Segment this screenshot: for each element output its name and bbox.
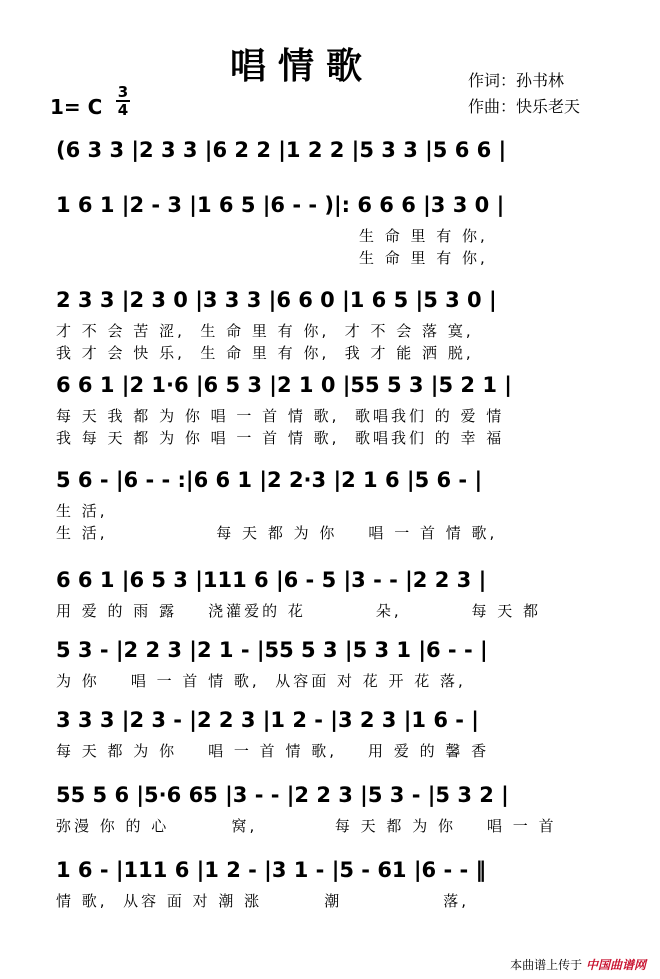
notation-line: (6 3 3 |2 3 3 |6 2 2 |1 2 2 |5 3 3 |5 6 6 |: [56, 138, 507, 162]
notation-line: 1 6 - |111 6 |1 2 - |3 1 - |5 - 61 |6 - - ‖: [56, 858, 486, 882]
lyric-line: 生 活, 每 天 都 为 你 唱 一 首 情 歌,: [56, 524, 498, 542]
lyric-line: 情 歌, 从容 面 对 潮 涨 潮 落,: [56, 892, 470, 910]
notation-line: 6 6 1 |2 1·6 |6 5 3 |2 1 0 |55 5 3 |5 2 1 |: [56, 373, 512, 397]
notation-line: 1 6 1 |2 - 3 |1 6 5 |6 - - )|: 6 6 6 |3 3 0 |: [56, 193, 505, 217]
site-logo: 中国曲谱网: [585, 958, 646, 972]
key-signature: 1= C: [50, 95, 103, 119]
lyricist: 作词：孙书林: [468, 71, 565, 90]
page-title: 唱情歌: [230, 46, 375, 87]
time-signature-top: 3: [117, 83, 129, 101]
notation-line: 5 6 - |6 - - :|6 6 1 |2 2·3 |2 1 6 |5 6 - |: [56, 468, 483, 492]
lyric-line: 生 活,: [56, 502, 108, 520]
lyric-line: 为 你 唱 一 首 情 歌, 从容面 对 花 开 花 落,: [56, 672, 466, 690]
notation-line: 5 3 - |2 2 3 |2 1 - |55 5 3 |5 3 1 |6 - - |: [56, 638, 488, 662]
lyric-line: 生 命 里 有 你,: [56, 227, 488, 245]
notation-line: 3 3 3 |2 3 - |2 2 3 |1 2 - |3 2 3 |1 6 - |: [56, 708, 479, 732]
lyric-line: 生 命 里 有 你,: [56, 249, 488, 267]
time-signature: [116, 84, 130, 118]
lyric-line: 我 每 天 都 为 你 唱 一 首 情 歌, 歌唱我们 的 幸 福: [56, 429, 505, 447]
lyric-line: 每 天 我 都 为 你 唱 一 首 情 歌, 歌唱我们 的 爱 情: [56, 407, 505, 425]
lyric-line: 每 天 都 为 你 唱 一 首 情 歌, 用 爱 的 馨 香: [56, 742, 490, 760]
footer-text: 本曲谱上传于: [510, 958, 583, 972]
lyric-line: 用 爱 的 雨 露 浇灌爱的 花 朵, 每 天 都: [56, 602, 542, 620]
composer: 作曲：快乐老天: [468, 97, 581, 116]
notation-line: 2 3 3 |2 3 0 |3 3 3 |6 6 0 |1 6 5 |5 3 0 |: [56, 288, 497, 312]
lyric-line: 弥漫 你 的 心 窝, 每 天 都 为 你 唱 一 首: [56, 817, 557, 835]
notation-line: 55 5 6 |5·6 65 |3 - - |2 2 3 |5 3 - |5 3 2 |: [56, 783, 509, 807]
notation-line: 6 6 1 |6 5 3 |111 6 |6 - 5 |3 - - |2 2 3 |: [56, 568, 487, 592]
time-signature-bottom: 4: [117, 101, 129, 119]
footer: [510, 956, 646, 973]
lyric-line: 我 才 会 快 乐, 生 命 里 有 你, 我 才 能 洒 脱,: [56, 344, 474, 362]
lyric-line: 才 不 会 苦 涩, 生 命 里 有 你, 才 不 会 落 寞,: [56, 322, 474, 340]
